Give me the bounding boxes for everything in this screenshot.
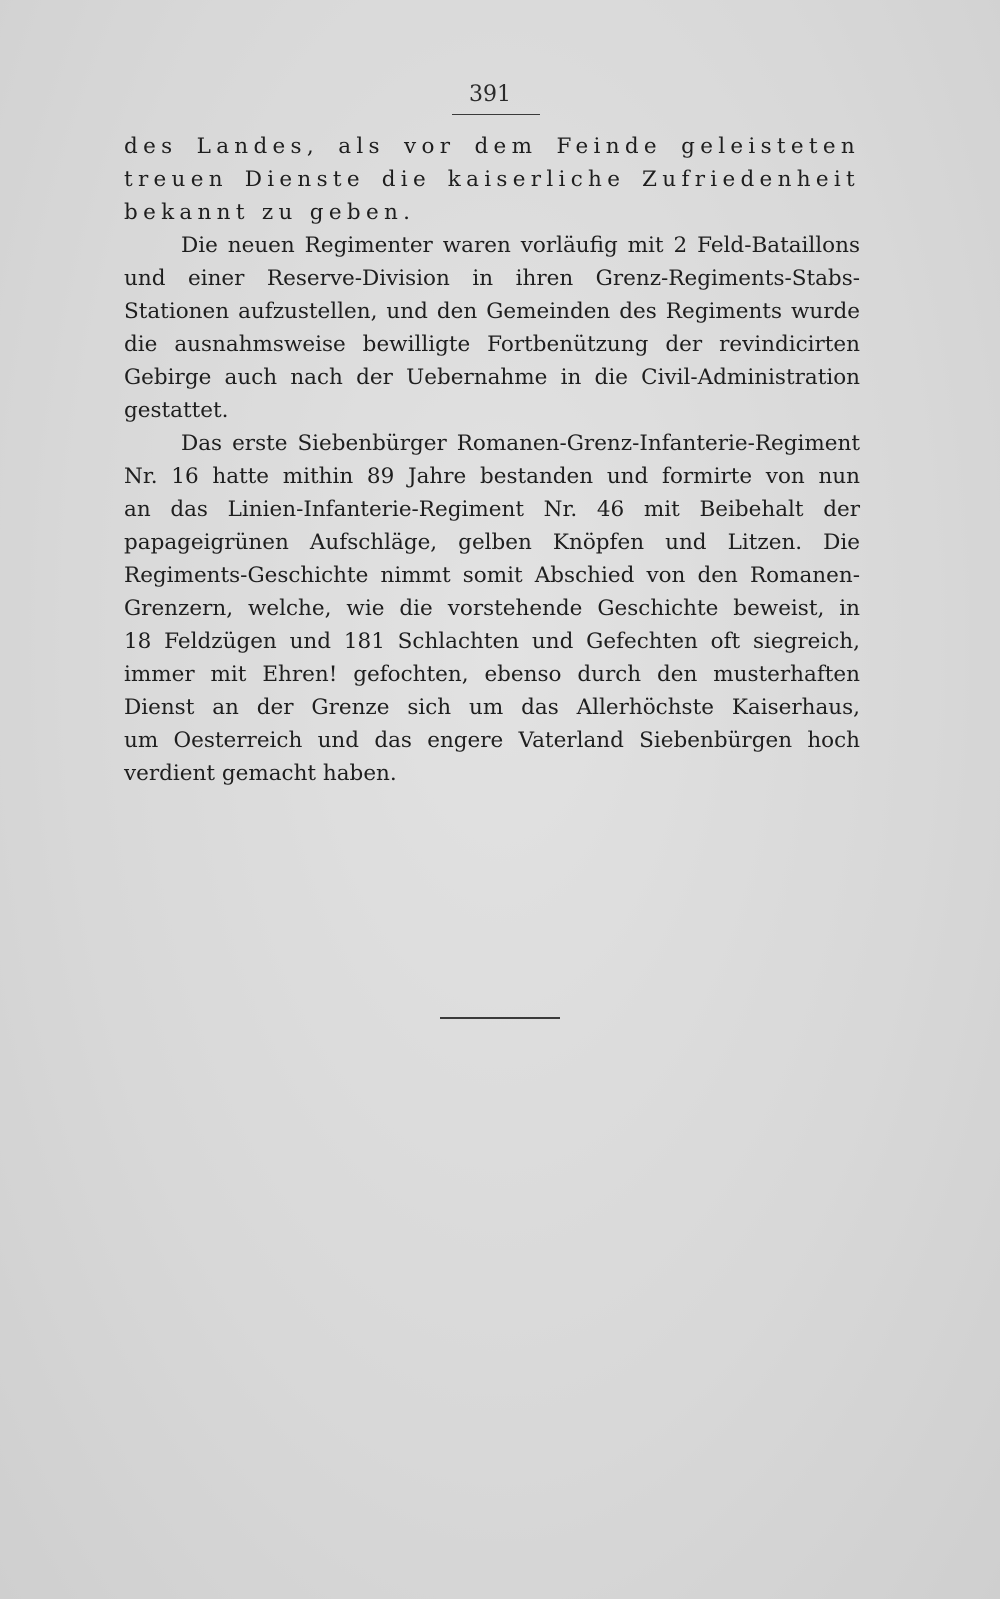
- text-line: und einer Reserve-Division in ihren Grenz-Regiments-Stabs-: [124, 266, 860, 291]
- text-line: gestattet.: [124, 398, 229, 423]
- page-number: 391: [469, 82, 511, 107]
- text-line: um Oesterreich und das engere Vaterland Siebenbürgen hoch: [124, 728, 860, 753]
- text-line: 18 Feldzügen und 181 Schlachten und Gefechten oft siegreich,: [124, 629, 860, 654]
- text-line: Nr. 16 hatte mithin 89 Jahre bestanden und formirte von nun: [124, 464, 860, 489]
- text-line: treuen Dienste die kaiserliche Zufriedenheit: [124, 167, 860, 192]
- text-line: Regiments-Geschichte nimmt somit Abschied von den Romanen-: [124, 563, 860, 588]
- text-line: immer mit Ehren! gefochten, ebenso durch den musterhaften: [124, 662, 860, 687]
- text-line: die ausnahmsweise bewilligte Fortbenützung der revindicirten: [124, 332, 860, 357]
- paragraph-start-line: Das erste Siebenbürger Romanen-Grenz-Infanterie-Regiment: [181, 431, 860, 456]
- text-line: papageigrünen Aufschläge, gelben Knöpfen und Litzen. Die: [124, 530, 860, 555]
- paragraph-start-line: Die neuen Regimenter waren vorläufig mit 2 Feld-Bataillons: [181, 233, 860, 258]
- text-line: bekannt zu geben.: [124, 200, 416, 225]
- text-line: Dienst an der Grenze sich um das Allerhöchste Kaiserhaus,: [124, 695, 860, 720]
- text-line: an das Linien-Infanterie-Regiment Nr. 46 mit Beibehalt der: [124, 497, 860, 522]
- page-number-rule: [452, 114, 540, 115]
- closing-rule: [440, 1017, 560, 1019]
- body-text: [124, 130, 860, 790]
- text-line: Gebirge auch nach der Uebernahme in die Civil-Administration: [124, 365, 860, 390]
- text-line: des Landes, als vor dem Feinde geleisteten: [124, 134, 860, 159]
- text-line: Stationen aufzustellen, und den Gemeinden des Regiments wurde: [124, 299, 860, 324]
- text-line: verdient gemacht haben.: [124, 761, 397, 786]
- text-line: Grenzern, welche, wie die vorstehende Geschichte beweist, in: [124, 596, 860, 621]
